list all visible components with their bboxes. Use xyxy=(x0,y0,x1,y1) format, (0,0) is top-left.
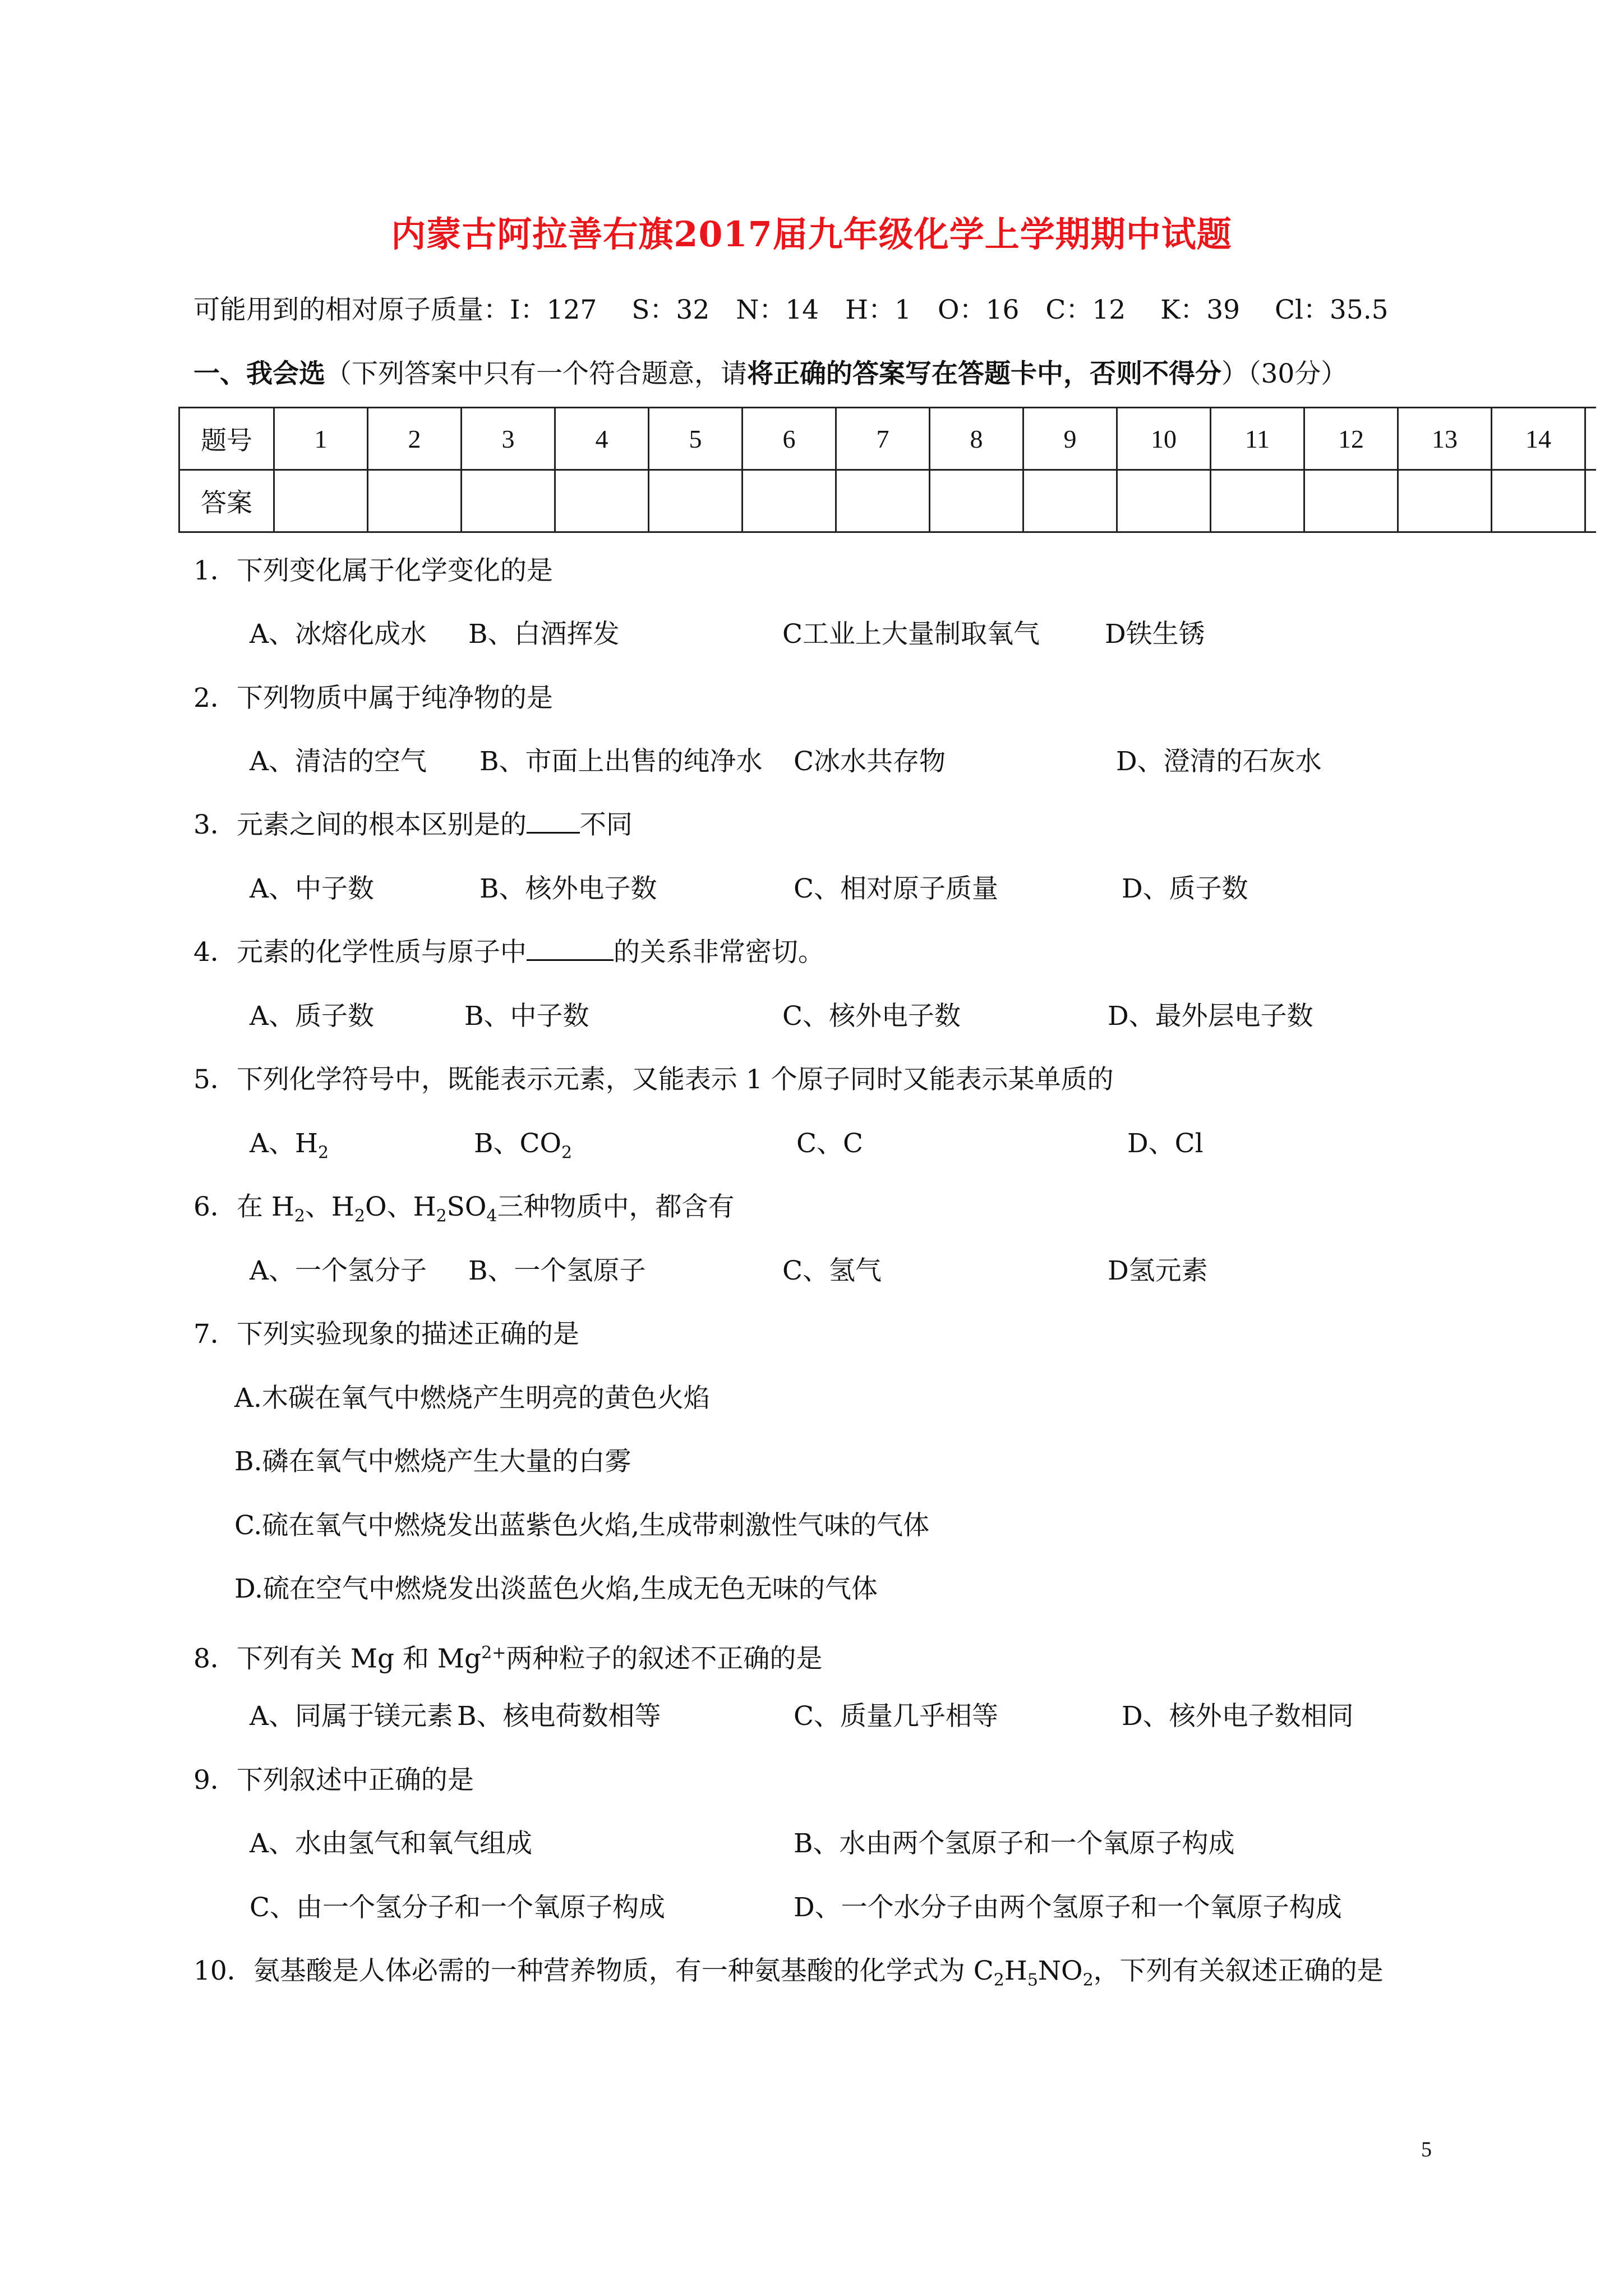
question-8-option-b: B、核电荷数相等 xyxy=(457,1701,661,1732)
table-cutoff-cell xyxy=(1585,408,1597,470)
atomic-masses-line: 可能用到的相对原子质量：I：127 S：32 N：14 H：1 O：16 C：12 K：39 Cl：35.5 xyxy=(193,295,1389,325)
answer-cell[interactable] xyxy=(1304,470,1398,532)
question-4-blank[interactable] xyxy=(527,937,614,961)
subscript: 2 xyxy=(1082,1970,1094,1990)
answer-cell[interactable] xyxy=(836,470,930,532)
subscript: 5 xyxy=(1027,1970,1038,1990)
question-number-cell: 10 xyxy=(1117,408,1211,470)
question-3-option-d: D、质子数 xyxy=(1122,873,1248,904)
question-6-stem-text: 三种物质中，都含有 xyxy=(497,1191,735,1222)
question-4-stem-after: 的关系非常密切。 xyxy=(613,937,824,968)
question-1-option-d: D铁生锈 xyxy=(1105,619,1205,650)
question-7-option-b: B.磷在氧气中燃烧产生大量的白雾 xyxy=(234,1446,631,1477)
section-1-instructions-bold: 将正确的答案写在答题卡中，否则不得分 xyxy=(747,358,1221,389)
question-number-cell: 6 xyxy=(743,408,836,470)
answer-cell[interactable] xyxy=(555,470,649,532)
subscript: 2 xyxy=(436,1206,447,1226)
question-number-cell: 9 xyxy=(1023,408,1117,470)
question-10-stem-text: NO xyxy=(1038,1955,1083,1986)
question-3-blank[interactable] xyxy=(527,809,580,834)
question-1-option-b: B、白酒挥发 xyxy=(468,619,620,650)
question-7-option-d: D.硫在空气中燃烧发出淡蓝色火焰,生成无色无味的气体 xyxy=(234,1573,878,1604)
table-cutoff-cell xyxy=(1585,470,1597,532)
question-number-cell: 8 xyxy=(930,408,1023,470)
question-number-cell: 11 xyxy=(1211,408,1304,470)
subscript: 2 xyxy=(993,1970,1004,1990)
question-5-option-a-text: A、H xyxy=(250,1128,318,1159)
question-4-option-d: D、最外层电子数 xyxy=(1108,1001,1313,1032)
answer-cell[interactable] xyxy=(930,470,1023,532)
question-6-stem xyxy=(193,1190,734,1233)
question-10-stem-text: H xyxy=(1004,1955,1027,1986)
answer-cell[interactable] xyxy=(1492,470,1585,532)
section-1-heading xyxy=(193,357,1347,391)
question-2-stem: 2．下列物质中属于纯净物的是 xyxy=(193,683,553,714)
question-number-cell: 5 xyxy=(649,408,743,470)
question-6-option-c: C、氢气 xyxy=(782,1255,882,1286)
question-number-cell: 4 xyxy=(555,408,649,470)
question-7-stem: 7．下列实验现象的描述正确的是 xyxy=(193,1319,579,1350)
question-9-option-a: A、水由氢气和氧气组成 xyxy=(250,1828,532,1859)
question-9-option-c: C、由一个氢分子和一个氧原子构成 xyxy=(250,1892,665,1923)
question-4-stem xyxy=(193,936,824,969)
question-2-option-d: D、澄清的石灰水 xyxy=(1116,746,1322,777)
answer-cell[interactable] xyxy=(462,470,555,532)
section-1-instructions: （下列答案中只有一个符合题意，请 xyxy=(325,358,747,389)
question-number-cell: 2 xyxy=(368,408,462,470)
question-9-option-b: B、水由两个氢原子和一个氧原子构成 xyxy=(794,1828,1235,1859)
question-number-cell: 13 xyxy=(1398,408,1492,470)
answer-cell[interactable] xyxy=(743,470,836,532)
question-3-option-a: A、中子数 xyxy=(250,873,374,904)
exam-title: 内蒙古阿拉善右旗2017届九年级化学上学期期中试题 xyxy=(391,214,1232,255)
answer-header: 答案 xyxy=(179,470,274,532)
question-8-option-d: D、核外电子数相同 xyxy=(1122,1701,1354,1732)
question-10-stem-text: 10．氨基酸是人体必需的一种营养物质，有一种氨基酸的化学式为 C xyxy=(193,1955,994,1986)
question-number-row xyxy=(179,408,1597,470)
page-number: 5 xyxy=(1421,2138,1432,2161)
section-1-label: 一、我会选 xyxy=(193,358,325,389)
question-8-option-c: C、质量几乎相等 xyxy=(794,1701,998,1732)
question-number-cell: 12 xyxy=(1304,408,1398,470)
question-7-option-c: C.硫在氧气中燃烧发出蓝紫色火焰,生成带刺激性气味的气体 xyxy=(234,1510,930,1541)
answer-cell[interactable] xyxy=(1023,470,1117,532)
question-1-option-a: A、冰熔化成水 xyxy=(250,619,427,650)
question-3-option-c: C、相对原子质量 xyxy=(794,873,998,904)
question-4-option-a: A、质子数 xyxy=(250,1001,374,1032)
question-number-cell: 1 xyxy=(274,408,368,470)
question-1-stem: 1．下列变化属于化学变化的是 xyxy=(193,555,553,586)
question-4-option-b: B、中子数 xyxy=(464,1001,589,1032)
answer-cell[interactable] xyxy=(649,470,743,532)
answer-cell[interactable] xyxy=(274,470,368,532)
question-5-option-a-subscript: 2 xyxy=(317,1143,329,1163)
question-7-option-a: A.木碳在氧气中燃烧产生明亮的黄色火焰 xyxy=(234,1383,710,1414)
question-5-stem: 5．下列化学符号中，既能表示元素，又能表示 1 个原子同时又能表示某单质的 xyxy=(193,1064,1114,1095)
answer-cell[interactable] xyxy=(368,470,462,532)
question-6-stem-text: O、H xyxy=(365,1191,436,1222)
question-5-option-b-subscript: 2 xyxy=(561,1143,573,1163)
question-8-option-a: A、同属于镁元素 xyxy=(250,1701,453,1732)
question-number-cell: 14 xyxy=(1492,408,1585,470)
question-1-option-c: C工业上大量制取氧气 xyxy=(782,619,1040,650)
question-3-option-b: B、核外电子数 xyxy=(479,873,657,904)
question-6-option-d: D氢元素 xyxy=(1108,1255,1208,1286)
subscript: 4 xyxy=(486,1206,497,1226)
question-4-stem-before: 4．元素的化学性质与原子中 xyxy=(193,937,527,968)
subscript: 2 xyxy=(294,1206,305,1226)
question-8-stem-text: 两种粒子的叙述不正确的是 xyxy=(506,1643,823,1674)
question-10-stem-text: ，下列有关叙述正确的是 xyxy=(1093,1955,1384,1986)
answer-sheet-table xyxy=(178,407,1596,533)
question-6-stem-text: 6．在 H xyxy=(193,1191,294,1222)
question-9-stem: 9．下列叙述中正确的是 xyxy=(193,1765,474,1796)
question-2-option-a: A、清洁的空气 xyxy=(250,746,427,777)
question-number-header: 题号 xyxy=(179,408,274,470)
question-6-stem-text: 、H xyxy=(305,1191,354,1222)
question-2-option-b: B、市面上出售的纯净水 xyxy=(479,746,763,777)
answer-cell[interactable] xyxy=(1117,470,1211,532)
question-6-option-b: B、一个氢原子 xyxy=(468,1255,646,1286)
answer-row xyxy=(179,470,1597,532)
question-6-option-a: A、一个氢分子 xyxy=(250,1255,427,1286)
subscript: 2 xyxy=(354,1206,366,1226)
question-8-stem xyxy=(193,1636,822,1676)
question-5-option-a xyxy=(250,1127,329,1170)
question-2-option-c: C冰水共存物 xyxy=(794,746,946,777)
superscript: 2+ xyxy=(481,1643,506,1663)
question-5-option-c: C、C xyxy=(796,1128,863,1159)
question-5-option-d: D、Cl xyxy=(1127,1128,1204,1159)
question-number-cell: 7 xyxy=(836,408,930,470)
question-5-option-b xyxy=(474,1127,572,1170)
question-3-stem-before: 3．元素之间的根本区别是的 xyxy=(193,809,527,840)
question-10-stem xyxy=(193,1954,1384,1997)
question-5-option-b-text: B、CO xyxy=(474,1128,562,1159)
question-3-stem-after: 不同 xyxy=(579,809,633,840)
answer-cell[interactable] xyxy=(1398,470,1492,532)
section-1-score: ）（30分） xyxy=(1221,358,1348,389)
question-8-stem-text: 8．下列有关 Mg 和 Mg xyxy=(193,1643,482,1674)
question-number-cell: 3 xyxy=(462,408,555,470)
question-4-option-c: C、核外电子数 xyxy=(782,1001,961,1032)
question-6-stem-text: SO xyxy=(446,1191,487,1222)
question-3-stem xyxy=(193,808,633,842)
question-9-option-d: D、一个水分子由两个氢原子和一个氧原子构成 xyxy=(794,1892,1342,1923)
answer-cell[interactable] xyxy=(1211,470,1304,532)
